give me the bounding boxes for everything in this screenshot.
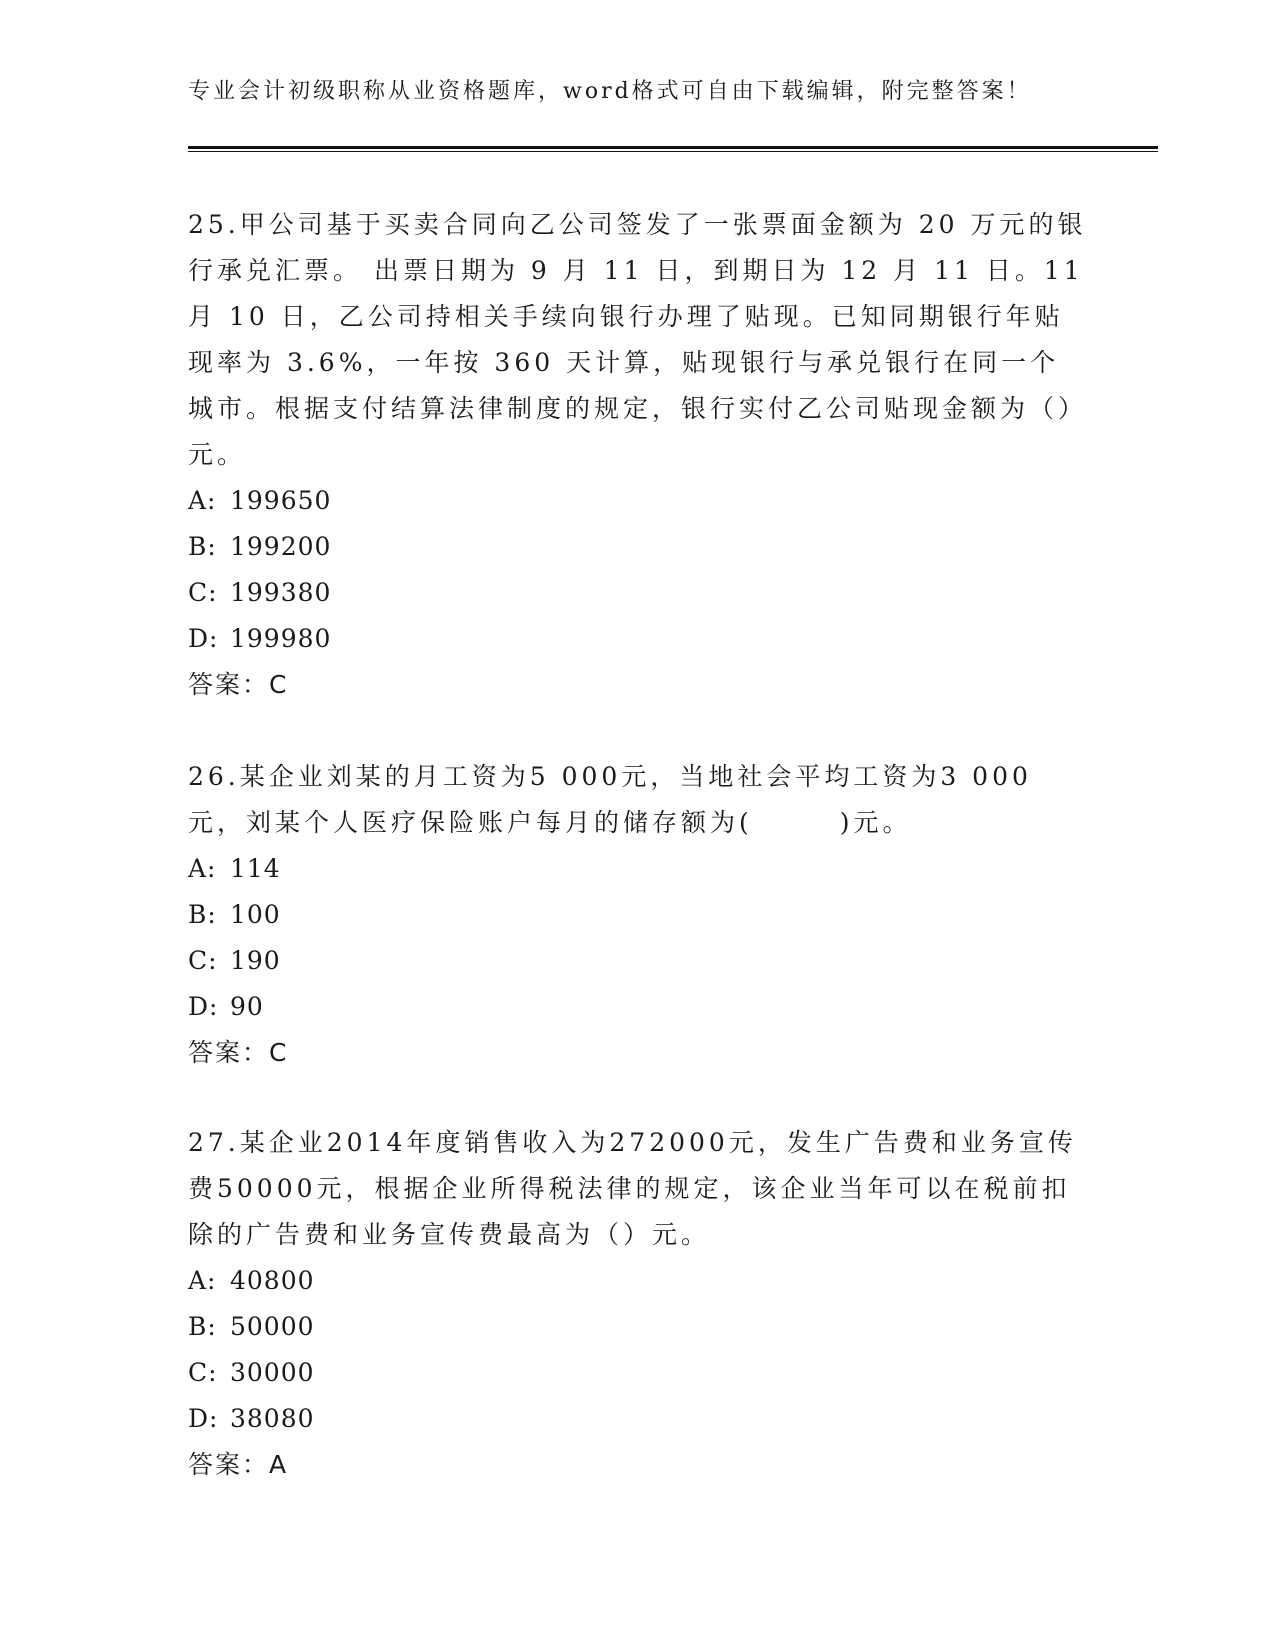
option-b <box>188 524 1088 570</box>
option-a <box>188 846 1088 892</box>
option-value: 190 <box>230 946 281 975</box>
option-value: 199380 <box>230 578 332 607</box>
question-stem: 27.某企业2014年度销售收入为272000元，发生广告费和业务宣传费50000元，根据企业所得税法律的规定，该企业当年可以在税前扣除的广告费和业务宣传费最高为（）元。 <box>188 1128 1077 1249</box>
option-a <box>188 478 1088 524</box>
option-value: 199650 <box>230 486 332 515</box>
option-letter: A: <box>188 486 217 515</box>
question-26 <box>188 754 1088 1076</box>
question-25 <box>188 202 1088 708</box>
option-d <box>188 616 1088 662</box>
option-value: 38080 <box>230 1404 315 1433</box>
option-letter: A: <box>188 854 217 883</box>
option-d <box>188 1396 1088 1442</box>
option-value: 114 <box>230 854 281 883</box>
option-value: 100 <box>230 900 281 929</box>
option-d <box>188 984 1088 1030</box>
option-letter: A: <box>188 1266 217 1295</box>
answer-line: 答案：A <box>188 1450 289 1479</box>
question-stem: 25.甲公司基于买卖合同向乙公司签发了一张票面金额为 20 万元的银行承兑汇票。 出票日期为 9 月 11 日，到期日为 12 月 11 日。11 月 10 日，乙公司持相关手续向银行办理了贴现。已知同期银行年贴现率为 3.6%，一年按 360 天计算，贴现银行与承兑银行在同一个城市。根据支付结算法律制度的规定，银行实付乙公司贴现金额为（）元。 <box>188 210 1088 469</box>
option-c <box>188 938 1088 984</box>
document-header: 专业会计初级职称从业资格题库，word格式可自由下载编辑，附完整答案！ <box>188 79 1032 104</box>
option-letter: B: <box>188 900 217 929</box>
option-c <box>188 1350 1088 1396</box>
question-stem: 26.某企业刘某的月工资为5 000元，当地社会平均工资为3 000元，刘某个人医疗保险账户每月的储存额为( )元。 <box>188 762 1032 837</box>
option-value: 199980 <box>230 624 332 653</box>
option-b <box>188 892 1088 938</box>
option-letter: C: <box>188 1358 218 1387</box>
header-rule-thin <box>188 151 1158 152</box>
option-b <box>188 1304 1088 1350</box>
option-value: 30000 <box>230 1358 315 1387</box>
option-c <box>188 570 1088 616</box>
option-letter: C: <box>188 946 218 975</box>
option-value: 199200 <box>230 532 332 561</box>
option-a <box>188 1258 1088 1304</box>
option-letter: B: <box>188 532 217 561</box>
option-value: 40800 <box>230 1266 315 1295</box>
answer-line: 答案：C <box>188 1038 289 1067</box>
option-letter: D: <box>188 992 219 1021</box>
answer-line: 答案：C <box>188 670 289 699</box>
option-value: 90 <box>230 992 264 1021</box>
option-letter: C: <box>188 578 218 607</box>
header-rule-thick <box>188 146 1158 149</box>
option-letter: D: <box>188 1404 219 1433</box>
option-letter: B: <box>188 1312 217 1341</box>
option-letter: D: <box>188 624 219 653</box>
option-value: 50000 <box>230 1312 315 1341</box>
question-27 <box>188 1120 1088 1488</box>
